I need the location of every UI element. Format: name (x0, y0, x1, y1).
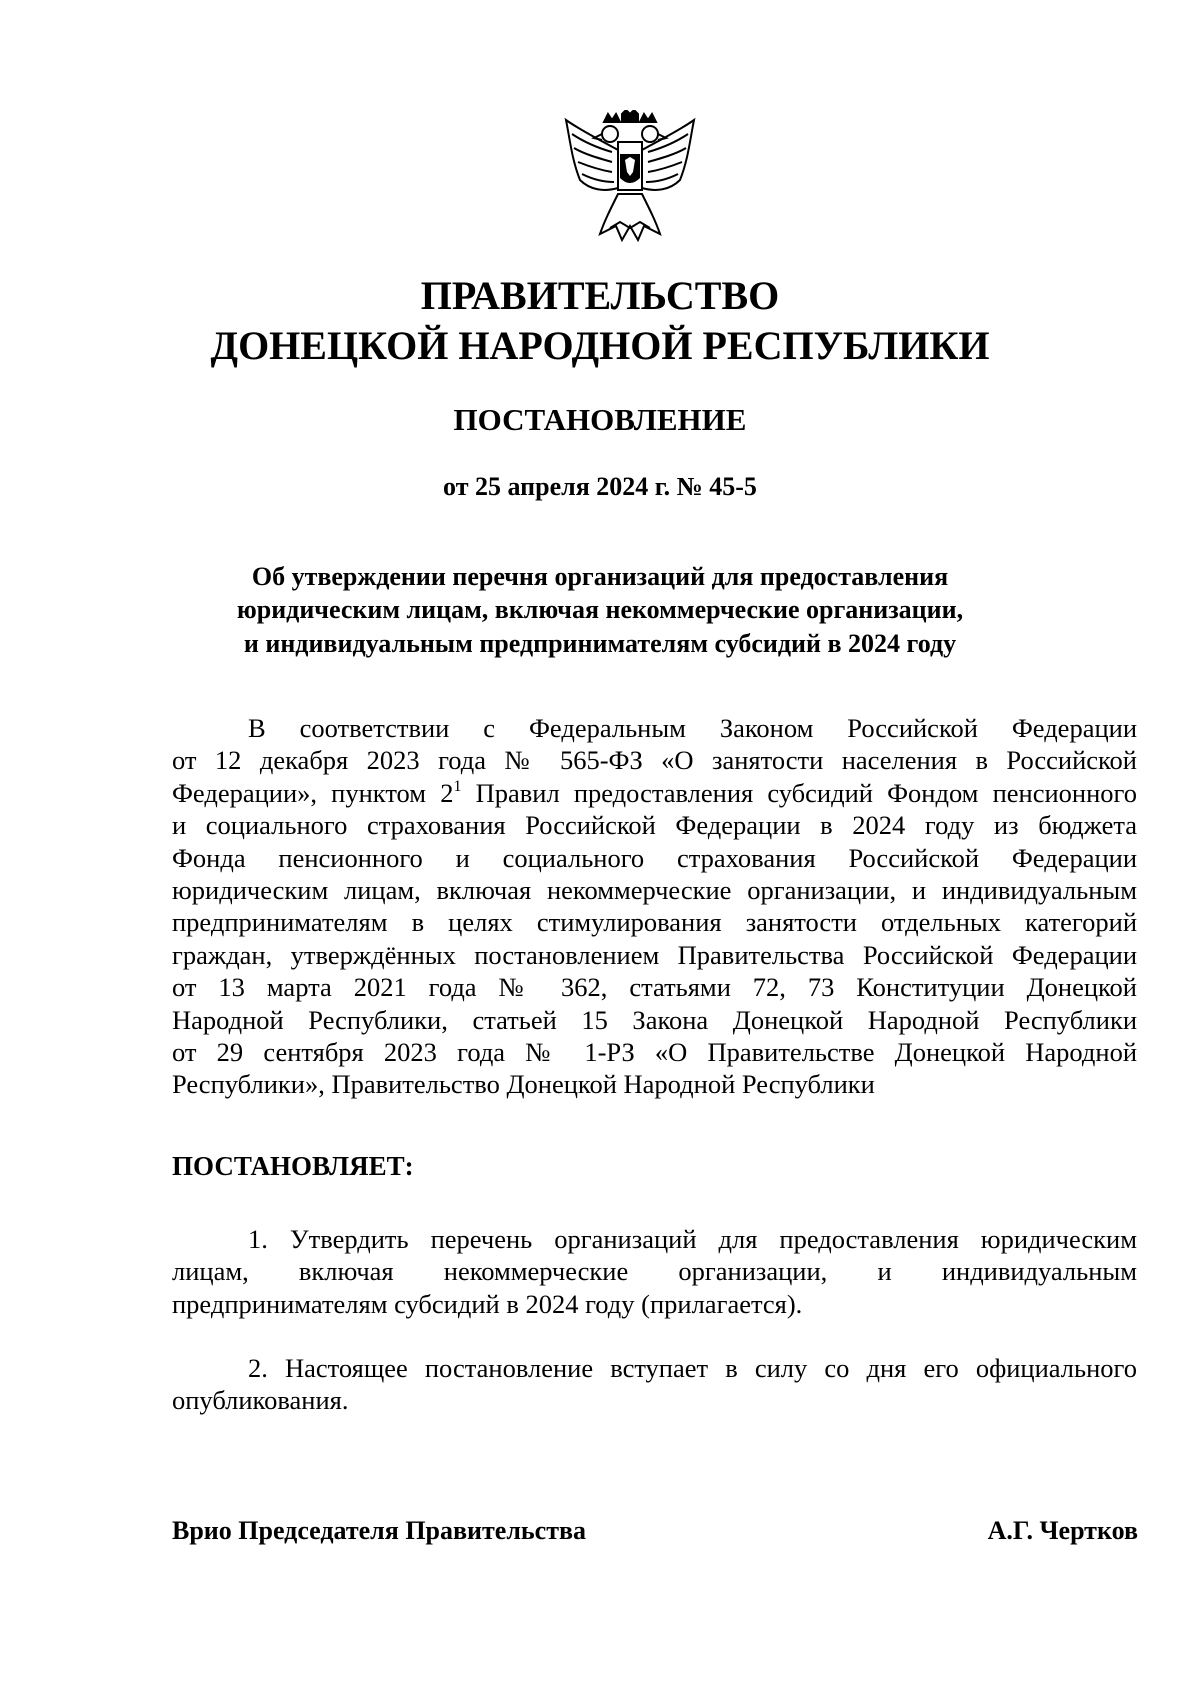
preamble-line: Народной Республики, статьей 15 Закона Донецкой Народной Республики (172, 1004, 1137, 1035)
preamble-line: граждан, утверждённых постановлением Правительства Российской Федерации (172, 939, 1137, 970)
preamble-line: Фонда пенсионного и социального страхования Российской Федерации (172, 842, 1137, 873)
resolution-item-1 (172, 1223, 1137, 1320)
government-name-line1: ПРАВИТЕЛЬСТВО (420, 273, 780, 318)
subject-line: юридическим лицам, включая некоммерческие организации, (236, 595, 964, 624)
subject-line: и индивидуальным предпринимателям субсидий в 2024 году (243, 629, 957, 658)
preamble-line: от 13 марта 2021 года № 362, статьями 72, 73 Конституции Донецкой (172, 972, 1137, 1003)
item-line: лицам, включая некоммерческие организации, и индивидуальным (172, 1256, 1137, 1287)
resolution-item-2 (172, 1352, 1137, 1417)
coat-of-arms-emblem-icon (560, 110, 700, 255)
preamble-line: В соответствии с Федеральным Законом Российской Федерации (248, 713, 1137, 743)
preamble-text: Правил предоставления субсидий Фондом пенсионного (461, 777, 1137, 808)
item-line: 1. Утвердить перечень организаций для предоставления юридическим (248, 1224, 1137, 1254)
item-line: 2. Настоящее постановление вступает в силу со дня его официального (248, 1353, 1137, 1383)
signatory-position: Врио Председателя Правительства (172, 1516, 587, 1545)
preamble-line (172, 777, 1137, 809)
preamble-text: Федерации», пунктом 2 (172, 777, 454, 808)
subject-line: Об утверждении перечня организаций для предоставления (251, 562, 949, 591)
preamble-line: Республики», Правительство Донецкой Народной Республики (172, 1069, 875, 1100)
preamble-line: от 29 сентября 2023 года № 1-РЗ «О Правительстве Донецкой Народной (172, 1036, 1137, 1067)
resolves-heading: ПОСТАНОВЛЯЕТ: (172, 1151, 414, 1181)
superscript: 1 (453, 777, 462, 795)
preamble-line: юридическим лицам, включая некоммерческие организации, и индивидуальным (172, 874, 1137, 905)
preamble-line: предпринимателям в целях стимулирования занятости отдельных категорий (172, 907, 1137, 938)
signatory-name: А.Г. Чертков (987, 1516, 1138, 1545)
preamble-line: от 12 декабря 2023 года № 565-ФЗ «О занятости населения в Российской (172, 745, 1137, 776)
item-line: опубликования. (172, 1385, 349, 1416)
item-line: предпринимателям субсидий в 2024 году (прилагается). (172, 1288, 803, 1319)
document-date-number: от 25 апреля 2024 г. № 45-5 (443, 472, 757, 501)
government-name-line2: ДОНЕЦКОЙ НАРОДНОЙ РЕСПУБЛИКИ (210, 323, 990, 368)
preamble-line: и социального страхования Российской Федерации в 2024 году из бюджета (172, 810, 1137, 841)
document-type-title: ПОСТАНОВЛЕНИЕ (453, 402, 747, 437)
preamble-paragraph (172, 712, 1137, 1101)
